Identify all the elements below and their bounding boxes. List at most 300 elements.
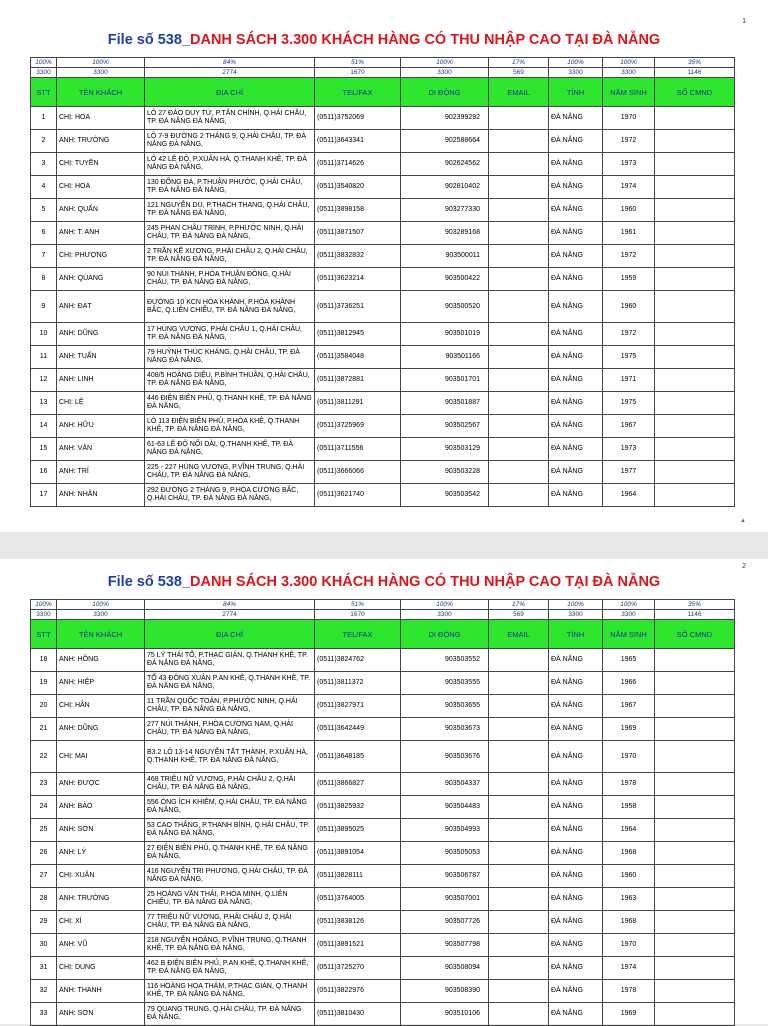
mobile-cell: 903501887 — [401, 392, 489, 415]
count-cell: 3300 — [31, 68, 57, 78]
row-number-cell: 3 — [31, 153, 57, 176]
id-number-cell — [655, 484, 735, 507]
percent-cell: 100% — [401, 58, 489, 68]
customer-name-cell: ANH: SƠN — [57, 819, 145, 842]
id-number-cell — [655, 1003, 735, 1026]
mobile-cell: 903503552 — [401, 649, 489, 672]
id-number-cell — [655, 415, 735, 438]
email-cell — [489, 888, 549, 911]
table-row — [31, 934, 735, 957]
customer-name-cell: ANH: VĂN — [57, 438, 145, 461]
id-number-cell — [655, 176, 735, 199]
email-cell — [489, 199, 549, 222]
customer-name-cell: CHỊ: XÍ — [57, 911, 145, 934]
customer-name-cell: ANH: HIỆP — [57, 672, 145, 695]
email-cell — [489, 415, 549, 438]
customer-table — [30, 599, 735, 1026]
birth-year-cell: 1977 — [603, 461, 655, 484]
tel-fax-cell: (0511)3736251 — [315, 291, 401, 323]
address-cell: 292 ĐƯỜNG 2 THÁNG 9, P.HÒA CƯỜNG BẮC, Q.HẢI CHÂU, TP. ĐÀ NẴNG ĐÀ NẴNG, — [145, 484, 315, 507]
province-cell: ĐÀ NẴNG — [549, 819, 603, 842]
table-row — [31, 346, 735, 369]
id-number-cell — [655, 672, 735, 695]
address-cell: 25 HOÀNG VĂN THÁI, P.HÒA MINH, Q.LIÊN CHIỂU, TP. ĐÀ NẴNG ĐÀ NẴNG, — [145, 888, 315, 911]
tel-fax-cell: (0511)3825932 — [315, 796, 401, 819]
address-cell: 90 NÚI THÀNH, P.HÒA THUẬN ĐÔNG, Q.HẢI CHÂU, TP. ĐÀ NẴNG ĐÀ NẴNG, — [145, 268, 315, 291]
customer-name-cell: ANH: SƠN — [57, 1003, 145, 1026]
tel-fax-cell: (0511)3648185 — [315, 741, 401, 773]
mobile-cell: 903500422 — [401, 268, 489, 291]
row-number-cell: 14 — [31, 415, 57, 438]
mobile-cell: 903500520 — [401, 291, 489, 323]
email-cell — [489, 291, 549, 323]
customer-name-cell: ANH: LINH — [57, 369, 145, 392]
province-cell: ĐÀ NẴNG — [549, 268, 603, 291]
row-number-cell: 9 — [31, 291, 57, 323]
email-cell — [489, 842, 549, 865]
id-number-cell — [655, 957, 735, 980]
count-cell: 3300 — [549, 610, 603, 620]
mobile-cell: 903507798 — [401, 934, 489, 957]
percent-cell: 100% — [549, 600, 603, 610]
row-number-cell: 16 — [31, 461, 57, 484]
email-cell — [489, 819, 549, 842]
address-cell: 416 NGUYỄN TRI PHƯƠNG, Q.HẢI CHÂU, TP. ĐÀ NẴNG ĐÀ NẴNG, — [145, 865, 315, 888]
count-cell: 2774 — [145, 610, 315, 620]
address-cell: 408/5 HOÀNG DIỆU, P.BÌNH THUẬN, Q.HẢI CHÂU, TP. ĐÀ NẴNG ĐÀ NẴNG, — [145, 369, 315, 392]
birth-year-cell: 1974 — [603, 176, 655, 199]
address-cell: 218 NGUYỄN HOÀNG, P.VĨNH TRUNG, Q.THANH KHÊ, TP. ĐÀ NẴNG ĐÀ NẴNG, — [145, 934, 315, 957]
percent-cell: 35% — [655, 600, 735, 610]
province-cell: ĐÀ NẴNG — [549, 865, 603, 888]
row-number-cell: 20 — [31, 695, 57, 718]
percent-cell: 84% — [145, 58, 315, 68]
column-header: STT — [31, 78, 57, 107]
tel-fax-cell: (0511)3811291 — [315, 392, 401, 415]
id-number-cell — [655, 741, 735, 773]
tel-fax-cell: (0511)3891054 — [315, 842, 401, 865]
province-cell: ĐÀ NẴNG — [549, 415, 603, 438]
mobile-cell: 903501019 — [401, 323, 489, 346]
row-number-cell: 19 — [31, 672, 57, 695]
email-cell — [489, 649, 549, 672]
row-number-cell: 13 — [31, 392, 57, 415]
tel-fax-cell: (0511)3871507 — [315, 222, 401, 245]
id-number-cell — [655, 369, 735, 392]
id-number-cell — [655, 695, 735, 718]
count-cell: 3300 — [401, 610, 489, 620]
page-corner-mark: ▲ — [740, 518, 746, 524]
table-row — [31, 392, 735, 415]
email-cell — [489, 741, 549, 773]
id-number-cell — [655, 796, 735, 819]
birth-year-cell: 1967 — [603, 415, 655, 438]
province-cell: ĐÀ NẴNG — [549, 773, 603, 796]
birth-year-cell: 1964 — [603, 819, 655, 842]
province-cell: ĐÀ NẴNG — [549, 222, 603, 245]
row-number-cell: 2 — [31, 130, 57, 153]
province-cell: ĐÀ NẴNG — [549, 199, 603, 222]
province-cell: ĐÀ NẴNG — [549, 741, 603, 773]
table-row — [31, 865, 735, 888]
email-cell — [489, 1003, 549, 1026]
table-row — [31, 819, 735, 842]
row-number-cell: 11 — [31, 346, 57, 369]
count-cell: 3300 — [549, 68, 603, 78]
birth-year-cell: 1960 — [603, 199, 655, 222]
mobile-cell: 903507726 — [401, 911, 489, 934]
column-header: EMAIL — [489, 620, 549, 649]
customer-name-cell: ANH: LÝ — [57, 842, 145, 865]
row-number-cell: 8 — [31, 268, 57, 291]
row-number-cell: 12 — [31, 369, 57, 392]
province-cell: ĐÀ NẴNG — [549, 695, 603, 718]
address-cell: 121 NGUYỄN DU, P.THẠCH THANG, Q.HẢI CHÂU, TP. ĐÀ NẴNG ĐÀ NẴNG, — [145, 199, 315, 222]
table-row — [31, 741, 735, 773]
column-header: EMAIL — [489, 78, 549, 107]
table-row — [31, 461, 735, 484]
percent-cell: 35% — [655, 58, 735, 68]
id-number-cell — [655, 222, 735, 245]
birth-year-cell: 1972 — [603, 245, 655, 268]
customer-name-cell: CHỊ: TUYỀN — [57, 153, 145, 176]
email-cell — [489, 773, 549, 796]
table-row — [31, 911, 735, 934]
email-cell — [489, 176, 549, 199]
column-header: TÊN KHÁCH — [57, 78, 145, 107]
province-cell: ĐÀ NẴNG — [549, 888, 603, 911]
customer-name-cell: ANH: BẢO — [57, 796, 145, 819]
email-cell — [489, 245, 549, 268]
customer-name-cell: CHỊ: MAI — [57, 741, 145, 773]
tel-fax-cell: (0511)3811372 — [315, 672, 401, 695]
address-cell: 462 B ĐIỆN BIÊN PHỦ, P.AN KHÊ, Q.THANH KHÊ, TP. ĐÀ NẴNG ĐÀ NẴNG, — [145, 957, 315, 980]
province-cell: ĐÀ NẴNG — [549, 934, 603, 957]
customer-name-cell: ANH: ĐẠT — [57, 291, 145, 323]
table-row — [31, 268, 735, 291]
page-number: 2 — [742, 563, 746, 570]
customer-name-cell: ANH: THANH — [57, 980, 145, 1003]
address-cell: LÔ 113 ĐIỆN BIÊN PHỦ, P.HÒA KHÊ, Q.THANH KHÊ, TP. ĐÀ NẴNG ĐÀ NẴNG, — [145, 415, 315, 438]
id-number-cell — [655, 980, 735, 1003]
column-header: ĐỊA CHỈ — [145, 78, 315, 107]
row-number-cell: 24 — [31, 796, 57, 819]
row-number-cell: 5 — [31, 199, 57, 222]
birth-year-cell: 1961 — [603, 222, 655, 245]
address-cell: 277 NÚI THÀNH, P.HÒA CƯỜNG NAM, Q.HẢI CHÂU, TP. ĐÀ NẴNG ĐÀ NẴNG, — [145, 718, 315, 741]
id-number-cell — [655, 245, 735, 268]
mobile-cell: 902588664 — [401, 130, 489, 153]
email-cell — [489, 980, 549, 1003]
address-cell: 245 PHAN CHÂU TRINH, P.PHƯỚC NINH, Q.HẢI CHÂU, TP. ĐÀ NẴNG ĐÀ NẴNG, — [145, 222, 315, 245]
column-header: TÊN KHÁCH — [57, 620, 145, 649]
address-cell: 79 HUỲNH THÚC KHÁNG, Q.HẢI CHÂU, TP. ĐÀ NẴNG ĐÀ NẴNG, — [145, 346, 315, 369]
page-number: 1 — [742, 18, 746, 25]
tel-fax-cell: (0511)3711556 — [315, 438, 401, 461]
tel-fax-cell: (0511)3642449 — [315, 718, 401, 741]
mobile-cell: 903501701 — [401, 369, 489, 392]
tel-fax-cell: (0511)3643341 — [315, 130, 401, 153]
mobile-cell: 903277330 — [401, 199, 489, 222]
province-cell: ĐÀ NẴNG — [549, 323, 603, 346]
column-header: NĂM SINH — [603, 620, 655, 649]
percent-cell: 84% — [145, 600, 315, 610]
count-cell: 1146 — [655, 610, 735, 620]
id-number-cell — [655, 461, 735, 484]
province-cell: ĐÀ NẴNG — [549, 649, 603, 672]
mobile-cell: 903503555 — [401, 672, 489, 695]
email-cell — [489, 438, 549, 461]
province-cell: ĐÀ NẴNG — [549, 291, 603, 323]
table-row — [31, 107, 735, 130]
id-number-cell — [655, 934, 735, 957]
mobile-cell: 903504993 — [401, 819, 489, 842]
percent-row — [31, 58, 735, 68]
birth-year-cell: 1978 — [603, 773, 655, 796]
row-number-cell: 4 — [31, 176, 57, 199]
table-row — [31, 153, 735, 176]
row-number-cell: 33 — [31, 1003, 57, 1026]
tel-fax-cell: (0511)3832832 — [315, 245, 401, 268]
province-cell: ĐÀ NẴNG — [549, 484, 603, 507]
birth-year-cell: 1968 — [603, 842, 655, 865]
tel-fax-cell: (0511)3725270 — [315, 957, 401, 980]
row-number-cell: 29 — [31, 911, 57, 934]
table-row — [31, 695, 735, 718]
mobile-cell: 903505053 — [401, 842, 489, 865]
birth-year-cell: 1960 — [603, 291, 655, 323]
province-cell: ĐÀ NẴNG — [549, 346, 603, 369]
province-cell: ĐÀ NẴNG — [549, 392, 603, 415]
address-cell: 61-63 LÊ ĐỘ NỐI DÀI, Q.THANH KHÊ, TP. ĐÀ NẴNG ĐÀ NẴNG, — [145, 438, 315, 461]
province-cell: ĐÀ NẴNG — [549, 107, 603, 130]
birth-year-cell: 1968 — [603, 911, 655, 934]
percent-cell: 51% — [315, 58, 401, 68]
province-cell: ĐÀ NẴNG — [549, 796, 603, 819]
birth-year-cell: 1970 — [603, 741, 655, 773]
id-number-cell — [655, 649, 735, 672]
address-cell: 116 HOÀNG HOA THÁM, P.THẠC GIÁN, Q.THANH KHÊ, TP. ĐÀ NẴNG ĐÀ NẴNG, — [145, 980, 315, 1003]
mobile-cell: 903510106 — [401, 1003, 489, 1026]
customer-name-cell: ANH: TUẤN — [57, 346, 145, 369]
address-cell: LÔ 42 LÊ ĐỘ, P.XUÂN HÀ, Q.THANH KHÊ, TP. ĐÀ NẴNG ĐÀ NẴNG, — [145, 153, 315, 176]
page-title — [0, 32, 768, 48]
email-cell — [489, 672, 549, 695]
mobile-cell: 902624562 — [401, 153, 489, 176]
customer-name-cell: CHỊ: HÂN — [57, 695, 145, 718]
id-number-cell — [655, 107, 735, 130]
tel-fax-cell: (0511)3895025 — [315, 819, 401, 842]
column-header: TEL/FAX — [315, 620, 401, 649]
page-2 — [0, 559, 768, 1024]
table-row — [31, 245, 735, 268]
birth-year-cell: 1960 — [603, 865, 655, 888]
column-header: DI ĐỘNG — [401, 78, 489, 107]
address-cell: B3.2 LÔ 13-14 NGUYỄN TẤT THÀNH, P.XUÂN HÀ, Q.THANH KHÊ, TP. ĐÀ NẴNG ĐÀ NẴNG, — [145, 741, 315, 773]
row-number-cell: 28 — [31, 888, 57, 911]
tel-fax-cell: (0511)3866827 — [315, 773, 401, 796]
tel-fax-cell: (0511)3828111 — [315, 865, 401, 888]
table-row — [31, 773, 735, 796]
mobile-cell: 903504483 — [401, 796, 489, 819]
birth-year-cell: 1959 — [603, 268, 655, 291]
birth-year-cell: 1970 — [603, 934, 655, 957]
province-cell: ĐÀ NẴNG — [549, 245, 603, 268]
address-cell: 77 TRIỆU NỮ VƯƠNG, P.HẢI CHÂU 2, Q.HẢI CHÂU, TP. ĐÀ NẴNG ĐÀ NẴNG, — [145, 911, 315, 934]
email-cell — [489, 796, 549, 819]
mobile-cell: 902810402 — [401, 176, 489, 199]
email-cell — [489, 222, 549, 245]
id-number-cell — [655, 130, 735, 153]
customer-name-cell: CHỊ: LỆ — [57, 392, 145, 415]
customer-name-cell: ANH: T. ANH — [57, 222, 145, 245]
address-cell: TỔ 43 ĐÔNG XUÂN P.AN KHÊ, Q.THANH KHÊ, TP. ĐÀ NẴNG ĐÀ NẴNG, — [145, 672, 315, 695]
address-cell: 556 ÔNG ÍCH KHIÊM, Q.HẢI CHÂU, TP. ĐÀ NẴNG ĐÀ NẴNG, — [145, 796, 315, 819]
province-cell: ĐÀ NẴNG — [549, 980, 603, 1003]
row-number-cell: 25 — [31, 819, 57, 842]
id-number-cell — [655, 819, 735, 842]
tel-fax-cell: (0511)3584048 — [315, 346, 401, 369]
tel-fax-cell: (0511)3872881 — [315, 369, 401, 392]
birth-year-cell: 1970 — [603, 107, 655, 130]
customer-name-cell: ANH: DŨNG — [57, 718, 145, 741]
count-cell: 3300 — [603, 610, 655, 620]
tel-fax-cell: (0511)3898158 — [315, 199, 401, 222]
title-main: DANH SÁCH 3.300 KHÁCH HÀNG CÓ THU NHẬP CAO TẠI ĐÀ NẴNG — [190, 32, 661, 48]
tel-fax-cell: (0511)3714626 — [315, 153, 401, 176]
mobile-cell: 903500011 — [401, 245, 489, 268]
email-cell — [489, 461, 549, 484]
header-row — [31, 620, 735, 649]
province-cell: ĐÀ NẴNG — [549, 130, 603, 153]
row-number-cell: 10 — [31, 323, 57, 346]
table-row — [31, 484, 735, 507]
customer-name-cell: ANH: HỒNG — [57, 649, 145, 672]
tel-fax-cell: (0511)3827971 — [315, 695, 401, 718]
email-cell — [489, 346, 549, 369]
email-cell — [489, 268, 549, 291]
row-number-cell: 26 — [31, 842, 57, 865]
birth-year-cell: 1972 — [603, 130, 655, 153]
email-cell — [489, 865, 549, 888]
birth-year-cell: 1964 — [603, 484, 655, 507]
customer-name-cell: ANH: VŨ — [57, 934, 145, 957]
percent-cell: 100% — [401, 600, 489, 610]
mobile-cell: 902399292 — [401, 107, 489, 130]
table-row — [31, 888, 735, 911]
count-cell: 3300 — [57, 68, 145, 78]
table-row — [31, 222, 735, 245]
id-number-cell — [655, 773, 735, 796]
row-number-cell: 22 — [31, 741, 57, 773]
email-cell — [489, 107, 549, 130]
tel-fax-cell: (0511)3621740 — [315, 484, 401, 507]
table-row — [31, 438, 735, 461]
tel-fax-cell: (0511)3623214 — [315, 268, 401, 291]
percent-cell: 100% — [31, 58, 57, 68]
id-number-cell — [655, 842, 735, 865]
birth-year-cell: 1978 — [603, 980, 655, 1003]
mobile-cell: 903507001 — [401, 888, 489, 911]
customer-name-cell: ANH: HỮU — [57, 415, 145, 438]
customer-table — [30, 57, 735, 507]
email-cell — [489, 484, 549, 507]
row-number-cell: 32 — [31, 980, 57, 1003]
table-row — [31, 199, 735, 222]
row-number-cell: 30 — [31, 934, 57, 957]
id-number-cell — [655, 911, 735, 934]
table-row — [31, 672, 735, 695]
percent-cell: 100% — [549, 58, 603, 68]
customer-name-cell: ANH: TRƯỜNG — [57, 130, 145, 153]
column-header: TỈNH — [549, 78, 603, 107]
customer-name-cell: ANH: QUẤN — [57, 199, 145, 222]
id-number-cell — [655, 346, 735, 369]
email-cell — [489, 153, 549, 176]
address-cell: LÔ 27 ĐÀO DUY TỪ, P.TÂN CHÍNH, Q.HẢI CHÂU, TP. ĐÀ NẴNG ĐÀ NẴNG, — [145, 107, 315, 130]
count-cell: 3300 — [603, 68, 655, 78]
province-cell: ĐÀ NẴNG — [549, 461, 603, 484]
id-number-cell — [655, 392, 735, 415]
percent-cell: 100% — [57, 58, 145, 68]
mobile-cell: 903503542 — [401, 484, 489, 507]
province-cell: ĐÀ NẴNG — [549, 842, 603, 865]
table-row — [31, 1003, 735, 1026]
mobile-cell: 903503655 — [401, 695, 489, 718]
province-cell: ĐÀ NẴNG — [549, 957, 603, 980]
percent-cell: 100% — [31, 600, 57, 610]
address-cell: 468 TRIỆU NỮ VƯƠNG, P.HẢI CHÂU 2, Q.HẢI CHÂU, TP. ĐÀ NẴNG ĐÀ NẴNG, — [145, 773, 315, 796]
tel-fax-cell: (0511)3824762 — [315, 649, 401, 672]
table-row — [31, 796, 735, 819]
id-number-cell — [655, 323, 735, 346]
birth-year-cell: 1966 — [603, 672, 655, 695]
address-cell: 75 LÝ THÁI TỔ, P.THẠC GIÁN, Q.THANH KHÊ, TP. ĐÀ NẴNG ĐÀ NẴNG, — [145, 649, 315, 672]
row-number-cell: 7 — [31, 245, 57, 268]
id-number-cell — [655, 291, 735, 323]
birth-year-cell: 1972 — [603, 323, 655, 346]
id-number-cell — [655, 718, 735, 741]
birth-year-cell: 1969 — [603, 1003, 655, 1026]
customer-name-cell: ANH: ĐƯỢC — [57, 773, 145, 796]
birth-year-cell: 1975 — [603, 392, 655, 415]
address-cell: 27 ĐIỆN BIÊN PHỦ, Q.THANH KHÊ, TP. ĐÀ NẴNG ĐÀ NẴNG, — [145, 842, 315, 865]
mobile-cell: 903503129 — [401, 438, 489, 461]
birth-year-cell: 1967 — [603, 695, 655, 718]
column-header: TEL/FAX — [315, 78, 401, 107]
tel-fax-cell: (0511)3838126 — [315, 911, 401, 934]
row-number-cell: 18 — [31, 649, 57, 672]
id-number-cell — [655, 268, 735, 291]
row-number-cell: 1 — [31, 107, 57, 130]
page-title — [0, 574, 768, 590]
province-cell: ĐÀ NẴNG — [549, 153, 603, 176]
address-cell: 11 TRẦN QUỐC TOẢN, P.PHƯỚC NINH, Q.HẢI CHÂU, TP. ĐÀ NẴNG ĐÀ NẴNG, — [145, 695, 315, 718]
birth-year-cell: 1973 — [603, 438, 655, 461]
email-cell — [489, 130, 549, 153]
email-cell — [489, 957, 549, 980]
tel-fax-cell: (0511)3666066 — [315, 461, 401, 484]
address-cell: 53 CAO THẮNG, P.THANH BÌNH, Q.HẢI CHÂU, TP. ĐÀ NẴNG ĐÀ NẴNG, — [145, 819, 315, 842]
table-row — [31, 980, 735, 1003]
customer-name-cell: ANH: DŨNG — [57, 323, 145, 346]
email-cell — [489, 934, 549, 957]
count-row — [31, 68, 735, 78]
tel-fax-cell: (0511)3764005 — [315, 888, 401, 911]
customer-name-cell: ANH: TRÍ — [57, 461, 145, 484]
count-row — [31, 610, 735, 620]
table-row — [31, 842, 735, 865]
